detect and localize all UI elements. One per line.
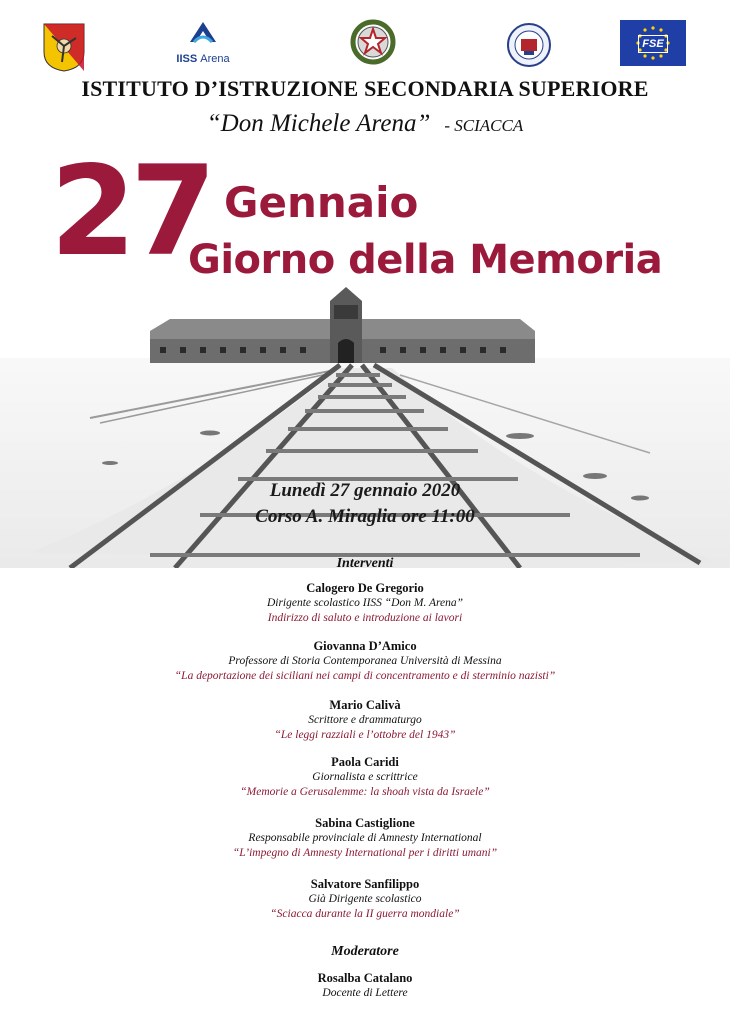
regione-sicilia-logo — [42, 22, 86, 77]
speaker-talk: “L’impegno di Amnesty International per i diritti umani” — [232, 847, 498, 859]
speaker-role: Già Dirigente scolastico — [308, 893, 422, 905]
iiss-logo-text: Arena — [200, 53, 230, 65]
logo-bar — [0, 18, 730, 73]
speaker-role: Responsabile provinciale di Amnesty International — [248, 832, 482, 844]
school-seal-logo — [506, 22, 552, 73]
institute-name: ISTITUTO D’ISTRUZIONE SECONDARIA SUPERIORE — [81, 76, 649, 101]
speaker-entry — [0, 697, 730, 743]
speaker-talk: “Sciacca durante la II guerra mondiale” — [270, 908, 460, 920]
speaker-name: Mario Calivà — [329, 698, 401, 712]
camp-gate-building — [150, 287, 535, 363]
title-day: 27 — [50, 140, 211, 284]
speaker-name: Salvatore Sanfilippo — [310, 877, 420, 891]
moderator-entry — [0, 970, 730, 1001]
speaker-talk: “Le leggi razziali e l’ottobre del 1943” — [274, 729, 456, 741]
fse-logo-text: FSE — [638, 35, 668, 53]
speaker-entry — [0, 580, 730, 626]
speaker-entry — [0, 815, 730, 861]
moderator-name: Rosalba Catalano — [317, 971, 413, 985]
repubblica-italiana-emblem — [350, 18, 396, 71]
iiss-logo-text-bold: IISS — [176, 53, 198, 65]
school-subtitle — [0, 110, 730, 138]
moderator-heading: Moderatore — [331, 944, 399, 959]
fse-logo — [620, 20, 686, 66]
speaker-name: Calogero De Gregorio — [306, 581, 424, 595]
school-name: “Don Michele Arena” — [206, 110, 431, 137]
speaker-talk: “Memorie a Gerusalemme: la shoah vista da Israele” — [240, 786, 490, 798]
speaker-talk: “La deportazione dei siciliani nei campi di concentramento e di sterminio nazisti” — [174, 670, 556, 682]
speaker-name: Paola Caridi — [331, 755, 399, 769]
moderator-role: Docente di Lettere — [322, 987, 408, 999]
iiss-arena-logo — [168, 20, 238, 65]
interventions-heading: Interventi — [336, 556, 394, 571]
event-place: Corso A. Miraglia ore 11:00 — [255, 506, 475, 527]
speaker-entry — [0, 876, 730, 922]
iiss-arena-icon — [188, 20, 218, 44]
speaker-entry — [0, 638, 730, 684]
speaker-role: Scrittore e drammaturgo — [308, 714, 422, 726]
speaker-role: Giornalista e scrittrice — [312, 771, 418, 783]
speaker-entry — [0, 754, 730, 800]
event-date: Lunedì 27 gennaio 2020 — [269, 480, 461, 501]
school-city: - SCIACCA — [444, 116, 524, 135]
speaker-name: Giovanna D’Amico — [313, 639, 417, 653]
speaker-role: Professore di Storia Contemporanea Università di Messina — [228, 655, 502, 667]
speaker-talk: Indirizzo di saluto e introduzione ai lavori — [267, 612, 463, 624]
title-event: Giorno della Memoria — [188, 237, 663, 283]
title-month: Gennaio — [224, 178, 419, 227]
speaker-name: Sabina Castiglione — [315, 816, 415, 830]
speaker-role: Dirigente scolastico IISS “Don M. Arena” — [266, 597, 464, 609]
